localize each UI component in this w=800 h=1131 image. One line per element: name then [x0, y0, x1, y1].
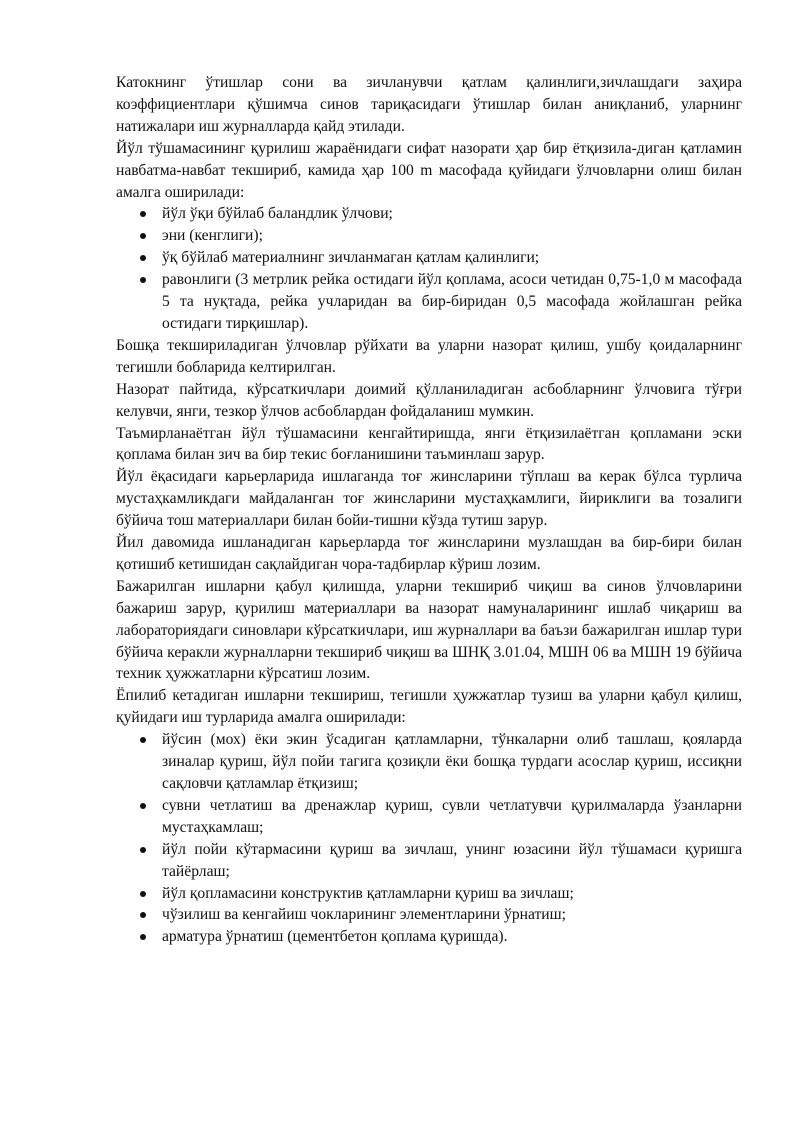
list-item	[116, 904, 742, 926]
bullet-icon	[140, 233, 146, 239]
list-item-text: йўл қопламасини конструктив қатламларни қуриш ва зичлаш;	[162, 884, 574, 902]
list-item-text: ўқ бўйлаб материалнинг зичланмаган қатлам қалинлиги;	[162, 249, 540, 267]
paragraph-instruments: Назорат пайтида, кўрсаткичлари доимий қўлланиладиган асбобларнинг ўлчовига тўғри келувчи, янги, тезкор ўлчов асбоблардан фойдаланиш мумкин.	[116, 380, 742, 420]
measurements-list	[116, 203, 742, 334]
list-item-text: эни (кенглиги);	[162, 227, 263, 245]
list-item	[116, 883, 742, 905]
bullet-icon	[140, 912, 146, 918]
list-item	[116, 795, 742, 839]
bullet-icon	[140, 255, 146, 261]
bullet-icon	[140, 277, 146, 283]
bullet-icon	[140, 803, 146, 809]
list-item-text: йўл ўқи бўйлаб баландлик ўлчови;	[162, 205, 393, 223]
bullet-icon	[140, 847, 146, 853]
bullet-icon	[140, 934, 146, 940]
document-page	[116, 72, 742, 948]
paragraph-other-measurements: Бошқа текшириладиган ўлчовлар рўйхати ва уларни назорат қилиш, ушбу қоидаларнинг тегишли бобларида келтирилган.	[116, 336, 742, 376]
list-item	[116, 926, 742, 948]
paragraph-acceptance: Бажарилган ишларни қабул қилишда, уларни текшириб чиқиш ва синов ўлчовларини бажариш зарур, қурилиш материаллари ва назорат намуналарининг ишлаб чиқариш ва лабораториядаги синовлари кўрсаткичлари, иш журналлари ва баъзи бажарилган ишлар тури бўйича керакли журналларни текшириб чиқиш ва ШНҚ 3.01.04, МШН 06 ва МШН 19 бўйича техник ҳужжатларни кўрсатиш лозим.	[116, 577, 742, 683]
list-item	[116, 839, 742, 883]
bullet-icon	[140, 211, 146, 217]
list-item-text: йўсин (мох) ёки экин ўсадиган қатламларни, тўнкаларни олиб ташлаш, қояларда зиналар қуриш, йўл пойи тагига қозиқли ёки бошқа турдаги асослар қуриш, иссиқни сақловчи қатламлар ётқизиш;	[162, 731, 742, 792]
list-item	[116, 225, 742, 247]
list-item	[116, 203, 742, 225]
paragraph-quality-control: Йўл тўшамасининг қурилиш жараёнидаги сифат назорати ҳар бир ётқизила-диган қатламин навбатма-навбат текшириб, камида ҳар 100 m масофада қуйидаги ўлчовларни олиш билан амалга оширилади:	[116, 139, 742, 201]
list-item	[116, 729, 742, 795]
paragraph-widening: Таъмирланаётган йўл тўшамасини кенгайтиришда, янги ётқизилаётган қопламани эски қоплама билан зич ва бир текис боғланишини таъминлаш зарур.	[116, 424, 742, 464]
paragraph-compaction-passes: Катокнинг ўтишлар сони ва зичланувчи қатлам қалинлиги,зичлашдаги заҳира коэффициентлари қўшимча синов тариқасидаги ўтишлар билан аниқланиб, уларнинг натижалари иш журналларда қайд этилади.	[116, 74, 742, 135]
list-item-text: йўл пойи кўтармасини қуриш ва зичлаш, унинг юзасини йўл тўшамаси қуришга тайёрлаш;	[162, 840, 742, 880]
list-item-text: равонлиги (3 метрлик рейка остидаги йўл қоплама, асоси четидан 0,75-1,0 м масофада 5 та нуқтада, рейка учларидан ва бир-биридан 0,5 масофада жойлашган рейка остидаги тирқишлар).	[162, 271, 742, 332]
list-item-text: чўзилиш ва кенгайиш чокларининг элементларини ўрнатиш;	[162, 906, 566, 924]
list-item	[116, 247, 742, 269]
paragraph-hidden-works: Ёпилиб кетадиган ишларни текшириш, тегишли ҳужжатлар тузиш ва уларни қабул қилиш, қуйидаги иш турларида амалга оширилади:	[116, 687, 742, 727]
bullet-icon	[140, 891, 146, 897]
bullet-icon	[140, 737, 146, 743]
list-item-text: арматура ўрнатиш (цементбетон қоплама қуришда).	[162, 928, 508, 946]
paragraph-quarries: Йўл ёқасидаги карьерларида ишлаганда тоғ жинсларини тўплаш ва керак бўлса турлича мустаҳкамликдаги майдаланган тоғ жинсларини мустаҳкамлиги, йириклиги ва тозалиги бўйича тош материаллари билан бойи-тишни кўзда тутиш зарур.	[116, 468, 742, 530]
works-list	[116, 729, 742, 948]
paragraph-year-round-quarries: Йил давомида ишланадиган карьерларда тоғ жинсларини музлашдан ва бир-бири билан қотишиб кетишидан сақлайдиган чора-тадбирлар кўриш лозим.	[116, 534, 742, 573]
list-item	[116, 269, 742, 335]
list-item-text: сувни четлатиш ва дренажлар қуриш, сувли четлатувчи қурилмаларда ўзанларни мустаҳкамлаш;	[162, 796, 742, 836]
